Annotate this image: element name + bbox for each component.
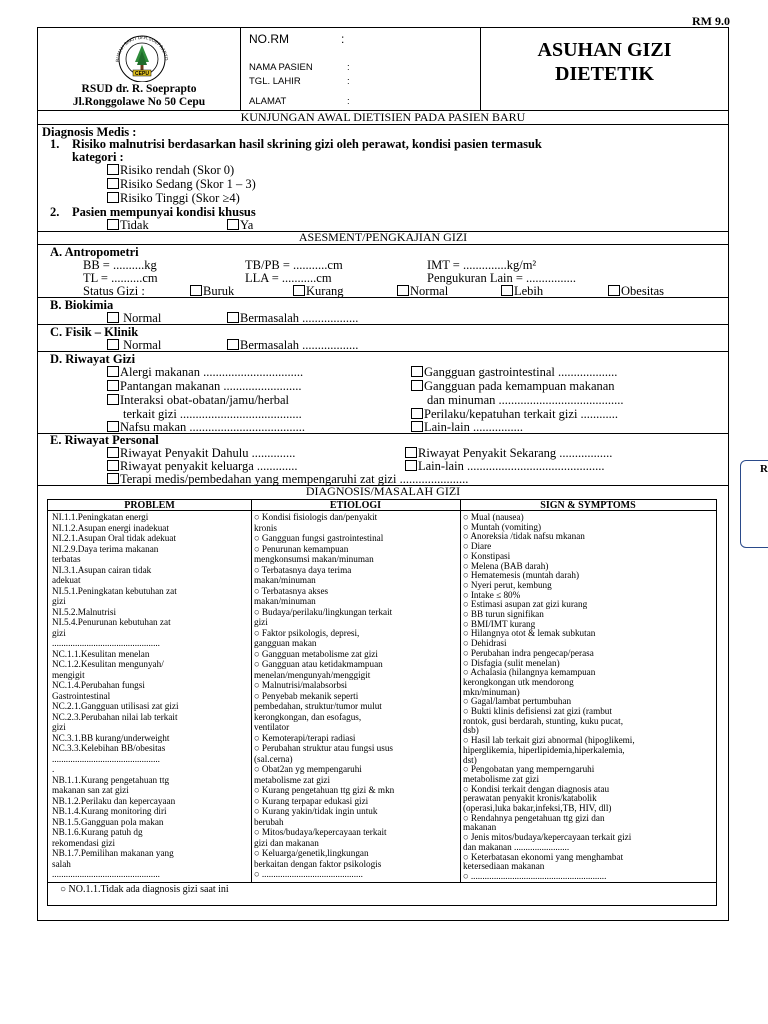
problem-item: NC.3.3.Kelebihan BB/obesitas — [52, 743, 166, 753]
problem-item: NI.2.1.Asupan Oral tidak adekuat — [52, 533, 176, 543]
etiologi-item: ○ ............................................ — [254, 869, 363, 879]
fisik-bermasalah[interactable] — [227, 338, 358, 352]
problem-item: NB.1.4.Kurang monitoring diri — [52, 806, 167, 816]
biokimia-bermasalah[interactable] — [227, 311, 358, 325]
signs-item: ○ Konstipasi — [463, 550, 511, 561]
q1-number: 1. — [50, 137, 60, 151]
signs-item: ○ Achalasia (hilangnya kemampuan — [463, 667, 596, 678]
checkbox[interactable] — [107, 473, 119, 484]
option-label: Lain-lain ............................................ — [418, 459, 605, 473]
etiologi-item: ○ Kondisi fisiologis dan/penyakit — [254, 512, 378, 522]
signs-item: ○ Muntah (vomiting) — [463, 521, 542, 532]
no-diagnosis-option[interactable]: ○ NO.1.1.Tidak ada diagnosis gizi saat ini — [60, 884, 229, 895]
col-header-etiologi: ETIOLOGI — [251, 500, 460, 511]
status-kurang[interactable] — [293, 284, 344, 298]
problem-item: NC.1.4.Perubahan fungsi — [52, 680, 145, 690]
signs-item: ○ Estimasi asupan zat gizi kurang — [463, 599, 588, 610]
patient-id-block — [241, 28, 481, 110]
signs-item: ○ ........................................................... — [463, 870, 607, 881]
signs-item: ○ Mual (nausea) — [463, 512, 524, 522]
etiologi-item: ○ Obat2an yg mempengaruhi — [254, 764, 362, 774]
option-label: Nafsu makan ..................................... — [120, 420, 306, 434]
problem-item: NB.1.7.Pemilihan makanan yang — [52, 848, 174, 858]
checkbox[interactable] — [190, 285, 202, 296]
fisik-klinik-title: C. Fisik – Klinik — [50, 325, 139, 339]
col-header-signs: SIGN & SYMPTOMS — [460, 500, 716, 511]
etiologi-item: (sal.cerna) — [254, 753, 293, 764]
section-kunjungan-awal: KUNJUNGAN AWAL DIETISIEN PADA PASIEN BARU — [38, 111, 728, 125]
checkbox[interactable] — [227, 219, 239, 230]
checkbox[interactable] — [411, 366, 423, 377]
checkbox[interactable] — [107, 164, 119, 175]
etiologi-item: ○ Terbatasnya akses — [254, 585, 329, 596]
etiologi-item: ○ Penurunan kemampuan — [254, 543, 349, 554]
problem-item: NC.3.1.BB kurang/underweight — [52, 732, 170, 743]
signs-item: ○ Disfagia (sulit menelan) — [463, 657, 560, 668]
gangguan-kemampuan-cont: dan minuman ........................................ — [427, 393, 624, 407]
problem-item: NC.1.2.Kesulitan mengunyah/ — [52, 659, 164, 669]
tgl-lahir-label: TGL. LAHIR — [249, 76, 301, 87]
option-label: Riwayat penyakit keluarga ............. — [120, 459, 298, 473]
problem-column — [52, 512, 248, 881]
problem-item: NI.5.1.Peningkatan kebutuhan zat — [52, 585, 177, 596]
problem-item: gizi — [52, 596, 66, 606]
biokimia-normal[interactable] — [107, 311, 161, 325]
etiologi-item: ○ Kurang terpapar edukasi gizi — [254, 795, 369, 806]
divider — [38, 297, 728, 298]
checkbox[interactable] — [107, 394, 119, 405]
option-label: Gangguan pada kemampuan makanan — [424, 379, 615, 393]
lla-field: LLA = ...........cm — [245, 271, 332, 285]
signs-item: metabolisme zat gizi — [463, 773, 540, 784]
option-label: Tidak — [120, 218, 149, 232]
problem-item: adekuat — [52, 575, 81, 585]
etiologi-item: ○ Perubahan struktur atau fungsi usus — [254, 743, 394, 753]
problem-item: ............................................... — [52, 638, 160, 648]
option-label: Risiko rendah (Skor 0) — [120, 163, 235, 177]
biokimia-title: B. Biokimia — [50, 298, 114, 312]
divider — [38, 351, 728, 352]
option-label: Riwayat Penyakit Dahulu .............. — [120, 446, 296, 460]
problem-item: NI.2.9.Daya terima makanan — [52, 543, 159, 554]
signs-item: ○ Hematemesis (muntah darah) — [463, 570, 580, 581]
tgl-lahir-row — [249, 76, 350, 87]
signs-item: ○ BMI/IMT kurang — [463, 618, 536, 629]
signs-item: ○ Bukti klinis defisiensi zat gizi (rambut — [463, 706, 612, 716]
form-header — [38, 28, 728, 111]
option-label: Ya — [240, 218, 254, 232]
status-normal[interactable] — [397, 284, 448, 298]
etiologi-item: ○ Mitos/budaya/kepercayaan terkait — [254, 827, 387, 837]
hospital-name: RSUD dr. R. Soeprapto — [81, 83, 197, 95]
option-ya[interactable] — [227, 218, 253, 232]
problem-item: gizi — [52, 722, 66, 732]
signs-item: ○ Hilangnya otot & lemak subkutan — [463, 628, 596, 639]
nama-row — [249, 62, 350, 73]
signs-item: ○ Jenis mitos/budaya/kepercayaan terkait gizi — [463, 832, 632, 843]
option-risiko-sedang[interactable] — [107, 177, 256, 191]
col-divider — [251, 500, 252, 882]
checkbox[interactable] — [405, 460, 417, 471]
problem-item: terbatas — [52, 554, 81, 564]
problem-item: salah — [52, 858, 71, 869]
title-line1: ASUHAN GIZI — [537, 39, 672, 61]
etiologi-item: gangguan makan — [254, 638, 317, 648]
checkbox[interactable] — [107, 339, 119, 350]
etiologi-item: ○ Kurang pengetahuan ttg gizi & mkn — [254, 785, 395, 795]
signs-item: (operasi,luka bakar,infeksi,TB, HIV, dll) — [463, 803, 612, 813]
hospital-block — [38, 28, 241, 110]
divider — [48, 882, 716, 883]
option-label: Bermasalah .................. — [240, 311, 359, 325]
status-gizi-label: Status Gizi : — [83, 284, 145, 298]
fisik-normal[interactable] — [107, 338, 161, 352]
problem-item: NC.2.3.Perubahan nilai lab terkait — [52, 711, 178, 722]
etiologi-item: ○ Gangguan fungsi gastrointestinal — [254, 533, 384, 543]
option-label: Buruk — [203, 284, 235, 298]
etiologi-column — [254, 512, 458, 881]
form-code: RM 9.0 — [692, 14, 730, 28]
q2-text: Pasien mempunyai kondisi khusus — [72, 205, 256, 219]
etiologi-item: menelan/mengunyah/menggigit — [254, 669, 371, 680]
checkbox[interactable] — [107, 312, 119, 323]
signs-item: ○ Dehidrasi — [463, 638, 507, 649]
option-label: Gangguan gastrointestinal ................... — [424, 365, 618, 379]
checkbox[interactable] — [608, 285, 620, 296]
imt-field: IMT = ..............kg/m² — [427, 258, 537, 272]
problem-item: NI.1.2.Asupan energi inadekuat — [52, 522, 169, 533]
etiologi-item: kronis — [254, 522, 277, 533]
status-lebih[interactable] — [501, 284, 543, 298]
signs-item: mkn/minuman) — [463, 686, 520, 697]
signs-item: makanan — [463, 822, 497, 833]
problem-item: NB.1.5.Gangguan pola makan — [52, 816, 164, 827]
no-rm-label: NO.RM — [249, 32, 289, 46]
checkbox[interactable] — [411, 380, 423, 391]
problem-item: NC.2.1.Gangguan utilisasi zat gizi — [52, 701, 179, 711]
etiologi-item: pembedahan, struktur/tumor mulut — [254, 701, 382, 711]
option-label: Risiko Sedang (Skor 1 – 3) — [120, 177, 256, 191]
checkbox[interactable] — [227, 312, 239, 323]
riwayat-personal-title: E. Riwayat Personal — [50, 433, 159, 447]
checkbox[interactable] — [107, 380, 119, 391]
problem-item: mengigit — [52, 669, 85, 680]
riwayat-gizi-title: D. Riwayat Gizi — [50, 352, 136, 366]
etiologi-item: berkaitan dengan faktor psikologis — [254, 858, 382, 869]
pantangan-makanan[interactable] — [107, 379, 302, 393]
alamat-label: ALAMAT — [249, 96, 287, 107]
option-label: Lebih — [514, 284, 544, 298]
problem-item: . — [52, 764, 55, 774]
problem-item: NC.1.1.Kesulitan menelan — [52, 648, 150, 659]
nama-colon: : — [347, 62, 350, 73]
diagnosis-medis-label: Diagnosis Medis : — [42, 125, 137, 139]
problem-item: NI.3.1.Asupan cairan tidak — [52, 564, 152, 575]
form-page — [37, 27, 729, 921]
problem-item: gizi — [52, 627, 66, 638]
etiologi-item: ○ Terbatasnya daya terima — [254, 564, 352, 575]
etiologi-item: berubah — [254, 816, 284, 827]
signs-item: ○ BB turun signifikan — [463, 609, 544, 619]
problem-item: NI.5.4.Penurunan kebutuhan zat — [52, 617, 171, 627]
nama-label: NAMA PASIEN — [249, 62, 313, 73]
riwayat-penyakit-dahulu[interactable] — [107, 446, 295, 460]
signs-item: dsb) — [463, 725, 479, 736]
tgl-lahir-colon: : — [347, 76, 350, 87]
etiologi-item: ○ Penyebab mekanik seperti — [254, 690, 359, 701]
no-rm-row — [249, 32, 345, 46]
option-label: Kurang — [306, 284, 344, 298]
option-label: Bermasalah .................. — [240, 338, 359, 352]
lain-lain-personal[interactable] — [405, 459, 604, 473]
etiologi-item: ○ Kurang yakin/tidak ingin untuk — [254, 806, 378, 816]
checkbox[interactable] — [411, 421, 423, 432]
antropometri-title: A. Antropometri — [50, 245, 139, 259]
signs-item: ○ Kondisi terkait dengan diagnosis atau — [463, 783, 610, 794]
riwayat-penyakit-sekarang[interactable] — [405, 446, 612, 460]
option-label: Perilaku/kepatuhan terkait gizi ............ — [424, 407, 619, 421]
tbpb-field: TB/PB = ...........cm — [245, 258, 343, 272]
checkbox[interactable] — [107, 192, 119, 203]
etiologi-item: ventilator — [254, 722, 290, 732]
checkbox[interactable] — [411, 408, 423, 419]
checkbox[interactable] — [107, 366, 119, 377]
side-fragment-text: R — [760, 463, 768, 475]
checkbox[interactable] — [405, 447, 417, 458]
q2-number: 2. — [50, 205, 60, 219]
logo-bottom-text: CEPU — [135, 71, 149, 77]
etiologi-item: mengkonsumsi makan/minuman — [254, 554, 374, 564]
alergi-makanan[interactable] — [107, 365, 303, 379]
gangguan-gastrointestinal[interactable] — [411, 365, 617, 379]
signs-item: perawatan penyakit kronis/katabolik — [463, 793, 597, 804]
tl-field: TL = ..........cm — [83, 271, 158, 285]
option-label: Alergi makanan ................................ — [120, 365, 304, 379]
signs-item: ○ Intake ≤ 80% — [463, 589, 521, 600]
status-obesitas[interactable] — [608, 284, 664, 298]
col-header-problem: PROBLEM — [48, 500, 251, 511]
hospital-logo-icon — [111, 32, 173, 82]
bb-field: BB = ..........kg — [83, 258, 157, 272]
etiologi-item: gizi dan makanan — [254, 837, 319, 848]
etiologi-item: ○ Budaya/perilaku/lingkungan terkait — [254, 606, 393, 617]
diagnosis-table — [47, 499, 717, 906]
problem-item: ............................................... — [52, 869, 160, 879]
checkbox[interactable] — [107, 178, 119, 189]
signs-item: dan makanan ........................ — [463, 841, 570, 852]
etiologi-item: makan/minuman — [254, 575, 316, 585]
etiologi-item: ○ Kemoterapi/terapi radiasi — [254, 732, 356, 743]
signs-item: rontok, gusi berdarah, stunting, kuku pucat, — [463, 715, 623, 726]
alamat-row — [249, 96, 350, 107]
etiologi-item: ○ Keluarga/genetik,lingkungan — [254, 848, 369, 858]
option-risiko-rendah[interactable] — [107, 163, 234, 177]
section-diagnosis: DIAGNOSIS/MASALAH GIZI — [305, 484, 461, 498]
option-label: Obesitas — [621, 284, 665, 298]
logo-ring-text: RUMAH SAKIT Dr.R.SOEPRAPTO — [114, 34, 169, 63]
signs-item: ○ Nyeri perut, kembung — [463, 579, 552, 590]
option-label: Pantangan makanan ......................... — [120, 379, 302, 393]
nafsu-makan[interactable] — [107, 420, 305, 434]
signs-item: ○ Keterbatasan ekonomi yang menghambat — [463, 851, 624, 862]
signs-column — [463, 512, 715, 881]
col-divider — [460, 500, 461, 882]
option-label: Normal — [123, 311, 162, 325]
problem-item: rekomendasi gizi — [52, 837, 116, 848]
alamat-colon: : — [347, 96, 350, 107]
signs-item: ○ Anoreksia /tidak nafsu mkanan — [463, 531, 585, 542]
signs-item: ○ Gagal/lambat pertumbuhan — [463, 696, 572, 707]
checkbox[interactable] — [107, 460, 119, 471]
etiologi-item: makan/minuman — [254, 596, 316, 606]
q1-text: Risiko malnutrisi berdasarkan hasil skrining gizi oleh perawat, kondisi pasien termasuk — [72, 137, 542, 151]
hospital-address: Jl.Ronggolawe No 50 Cepu — [72, 96, 206, 108]
option-risiko-tinggi[interactable] — [107, 191, 240, 205]
option-label: Risiko Tinggi (Skor ≥4) — [120, 191, 240, 205]
signs-item: ketersediaan makanan — [463, 861, 545, 872]
signs-item: ○ Diare — [463, 541, 492, 552]
etiologi-item: kerongkongan, dan esofagus, — [254, 711, 362, 722]
etiologi-item: ○ Faktor psikologis, depresi, — [254, 627, 360, 638]
option-label: Lain-lain ................ — [424, 420, 523, 434]
problem-item: ............................................... — [52, 753, 160, 764]
option-label: Normal — [123, 338, 162, 352]
perilaku-kepatuhan[interactable] — [411, 407, 618, 421]
option-label: Interaksi obat-obatan/jamu/herbal — [120, 393, 290, 407]
signs-item: ○ Rendahnya pengetahuan ttg gizi dan — [463, 812, 605, 823]
checkbox[interactable] — [227, 339, 239, 350]
riwayat-penyakit-keluarga[interactable] — [107, 459, 298, 473]
problem-item: NB.1.1.Kurang pengetahuan ttg — [52, 774, 170, 785]
etiologi-item: ○ Gangguan atau ketidakmampuan — [254, 659, 383, 669]
etiologi-item: gizi — [254, 617, 268, 627]
problem-item: NB.1.6.Kurang patuh dg — [52, 827, 143, 837]
section-asesment: ASESMENT/PENGKAJIAN GIZI — [38, 231, 728, 245]
gangguan-kemampuan-makan[interactable] — [411, 379, 615, 393]
checkbox[interactable] — [107, 421, 119, 432]
option-label: Riwayat Penyakit Sekarang ................. — [418, 446, 613, 460]
problem-item: Gastrointestinal — [52, 690, 111, 701]
signs-item: dst) — [463, 754, 477, 765]
checkbox[interactable] — [107, 447, 119, 458]
q1-text-cont: kategori : — [72, 150, 124, 164]
signs-item: ○ Melena (BAB darah) — [463, 560, 549, 571]
option-label: Terapi medis/pembedahan yang mempengaruhi zat gizi ...................... — [120, 472, 469, 486]
checkbox[interactable] — [107, 219, 119, 230]
option-tidak[interactable] — [107, 218, 149, 232]
etiologi-item: ○ Gangguan metabolisme zat gizi — [254, 648, 378, 659]
signs-item: hiperglikemia, hiperlipidemia,hiperkalemia, — [463, 744, 625, 755]
no-rm-colon: : — [341, 32, 345, 46]
interaksi-obat[interactable] — [107, 393, 289, 407]
checkbox[interactable] — [397, 285, 409, 296]
signs-item: ○ Hasil lab terkait gizi abnormal (hipoglikemi, — [463, 735, 635, 746]
pengukuran-lain-field: Pengukuran Lain = ................ — [427, 271, 577, 285]
problem-item: makanan san zat gizi — [52, 785, 129, 795]
signs-item: ○ Pengobatan yang memperngaruhi — [463, 764, 595, 775]
etiologi-item: metabolisme zat gizi — [254, 774, 331, 785]
checkbox[interactable] — [293, 285, 305, 296]
option-label: Normal — [410, 284, 449, 298]
checkbox[interactable] — [501, 285, 513, 296]
problem-item: NI.5.2.Malnutrisi — [52, 606, 117, 617]
divider — [38, 324, 728, 325]
problem-item: NB.1.2.Perilaku dan kepercayaan — [52, 795, 176, 806]
signs-item: kerongkongan utk mendorong — [463, 676, 574, 687]
form-title — [481, 28, 728, 110]
title-line2: DIETETIK — [555, 63, 654, 85]
etiologi-item: ○ Malnutrisi/malabsorbsi — [254, 680, 348, 690]
interaksi-obat-cont: terkait gizi ....................................... — [123, 407, 302, 421]
lain-lain-gizi[interactable] — [411, 420, 523, 434]
problem-item: NI.1.1.Peningkatan energi — [52, 512, 149, 522]
status-buruk[interactable] — [190, 284, 234, 298]
signs-item: ○ Perubahan indra pengecap/perasa — [463, 647, 594, 658]
